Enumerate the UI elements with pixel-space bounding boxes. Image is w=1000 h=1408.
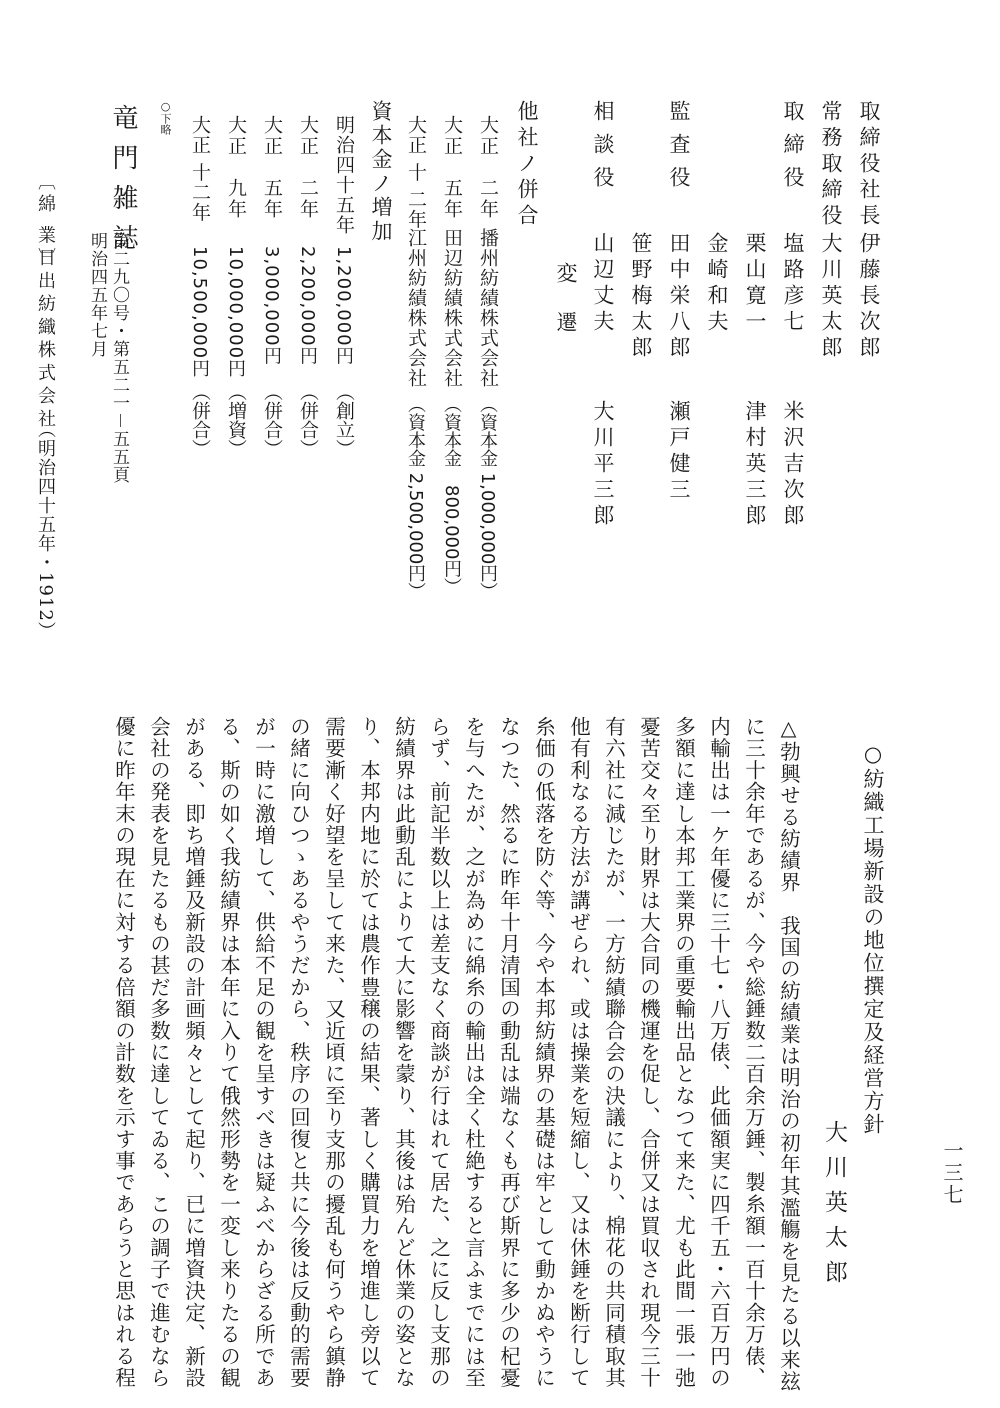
capital-amount: 10,500,000円 bbox=[189, 246, 210, 379]
roster-name: 金崎和夫 bbox=[705, 232, 729, 336]
capital-note: （創立） bbox=[333, 382, 355, 458]
source-date: 明治四五年七月 bbox=[87, 232, 107, 358]
page-number: 一三七 bbox=[940, 1140, 964, 1206]
article-line: を与へたが、之が為めに綿糸の輸出は全く杜絶すると言ふまでには至 bbox=[461, 716, 486, 1389]
roster-name: 津村英三郎 bbox=[743, 400, 767, 530]
footer-company: 日出紡織株式会社 bbox=[35, 248, 56, 432]
capital-note: （増資） bbox=[225, 382, 247, 458]
merger-year: 大正 二年 bbox=[477, 115, 499, 220]
source-issue: 第二九〇号・第五二一－五五頁 bbox=[109, 232, 129, 484]
source-magazine: 竜門雑誌 bbox=[108, 104, 138, 264]
roster-role-managing-director: 常務取締役 bbox=[819, 100, 843, 230]
article-author: 大川英太郎 bbox=[821, 1120, 847, 1295]
merger-capital: （資本金 2,500,000円） bbox=[405, 395, 426, 601]
roster-role-adviser: 相談役 bbox=[591, 100, 615, 199]
roster-role-auditor: 監査役 bbox=[667, 100, 691, 199]
capital-year: 大正 九年 bbox=[225, 115, 247, 220]
capital-note: （併合） bbox=[261, 382, 283, 458]
capital-amount: 10,000,000円 bbox=[225, 246, 246, 379]
omitted-note: ○下略 bbox=[159, 100, 172, 135]
article-line: 多額に達し本邦工業界の重要輸出品となつて来た、尤も此間一張一弛 bbox=[671, 716, 696, 1389]
article-line: 他有利なる方法が講ぜられ、或は操業を短縮し、又は休錘を断行して bbox=[566, 716, 591, 1389]
history-heading: 変遷 bbox=[554, 262, 578, 360]
article-line: 紡績界は此動乱によりて大に影響を蒙り、其後は殆んど休業の姿とな bbox=[391, 716, 416, 1389]
roster-role-director: 取締役 bbox=[781, 100, 805, 199]
capital-note: （併合） bbox=[297, 382, 319, 458]
article-line: がある、即ち増錘及新設の計画頻々として起り、已に増資決定、新設 bbox=[181, 716, 206, 1389]
roster-name: 瀬戸健三 bbox=[667, 400, 691, 504]
capital-amount: 2,200,000円 bbox=[297, 246, 318, 366]
capital-amount: 3,000,000円 bbox=[261, 246, 282, 366]
capital-note: （併合） bbox=[189, 382, 211, 458]
article-line: 内輸出は一ケ年優に三十七・八万俵、此価額実に四千五・六百万円の bbox=[706, 716, 731, 1389]
article-line: 有六社に減じたが、一方紡績聯合会の決議により、棉花の共同積取其 bbox=[601, 716, 626, 1389]
roster-name: 塩路彦七 bbox=[781, 232, 805, 336]
merger-capital: （資本金 1,000,000円） bbox=[477, 395, 498, 601]
article-line: 糸価の低落を防ぐ等、今や本邦紡績界の基礎は牢として動かぬやうに bbox=[531, 716, 556, 1389]
footer-era: （明治四十五年・1912） bbox=[35, 420, 56, 641]
roster-name: 栗山寛一 bbox=[743, 232, 767, 336]
merger-year: 大正 五年 bbox=[441, 115, 463, 220]
merger-capital: （資本金 800,000円） bbox=[441, 395, 462, 596]
capital-year: 大正 十二年 bbox=[189, 115, 211, 223]
article-line: △勃興せる紡績界 我国の紡績業は明治の初年其濫觴を見たる以来玆 bbox=[776, 716, 801, 1393]
roster-name: 米沢吉次郎 bbox=[781, 400, 805, 530]
article-line: り、本邦内地に於ては農作豊穣の結果、著しく購買力を増進し旁以て bbox=[356, 716, 381, 1389]
article-line: らず、前記半数以上は差支なく商談が行はれて居た、之に反し支那の bbox=[426, 716, 451, 1389]
article-line: る、斯の如く我紡績界は本年に入りて俄然形勢を一変し来りたるの観 bbox=[216, 716, 241, 1389]
merger-company: 田辺紡績株式会社 bbox=[441, 228, 463, 388]
roster-name: 笹野梅太郎 bbox=[629, 232, 653, 362]
roster-name: 伊藤長次郎 bbox=[857, 232, 881, 362]
capital-year: 大正 二年 bbox=[297, 115, 319, 220]
article-line: 優に昨年末の現在に対する倍額の計数を示す事であらうと思はれる程 bbox=[111, 716, 136, 1389]
article-line: 会社の発表を見たるもの甚だ多数に達してゐる、この調子で進むなら bbox=[146, 716, 171, 1389]
roster-name: 山辺丈夫 bbox=[591, 232, 615, 336]
capital-year: 大正 五年 bbox=[261, 115, 283, 220]
roster-name: 田中栄八郎 bbox=[667, 232, 691, 362]
capital-heading: 資本金ノ増加 bbox=[369, 100, 393, 244]
roster-role-president: 取締役社長 bbox=[857, 100, 881, 230]
merger-company: 播州紡績株式会社 bbox=[477, 228, 499, 388]
article-line: なつた、然るに昨年十月清国の動乱は端なくも再び斯界に多少の杞憂 bbox=[496, 716, 521, 1389]
capital-amount: 1,200,000円 bbox=[333, 246, 354, 366]
merger-year: 大正 十 二年 bbox=[405, 115, 427, 230]
article-line: に三十余年であるが、今や総錘数二百余万錘、製糸額一百十余万俵、 bbox=[741, 716, 766, 1389]
mergers-heading: 他社ノ併合 bbox=[515, 100, 539, 230]
article-title: ○紡織工場新設の地位撰定及経営方針 bbox=[861, 742, 885, 1136]
footer-category: 〔綿 業〕 bbox=[35, 172, 56, 270]
roster-name: 大川英太郎 bbox=[819, 232, 843, 362]
article-line: が一時に激増して、供給不足の観を呈すべきは疑ふべからざる所であ bbox=[251, 716, 276, 1389]
merger-company: 江州紡績株式会社 bbox=[405, 228, 427, 388]
article-line: 憂苦交々至り財界は大合同の機運を促し、合併又は買収され現今三十 bbox=[636, 716, 661, 1389]
article-line: 需要漸く好望を呈して来た、又近頃に至り支那の擾乱も何うやら鎮静 bbox=[321, 716, 346, 1389]
article-line: の緒に向ひつゝあるやうだから、秩序の回復と共に今後は反動的需要 bbox=[286, 716, 311, 1389]
capital-year: 明治四十五年 bbox=[333, 115, 355, 235]
roster-name: 大川平三郎 bbox=[591, 400, 615, 530]
